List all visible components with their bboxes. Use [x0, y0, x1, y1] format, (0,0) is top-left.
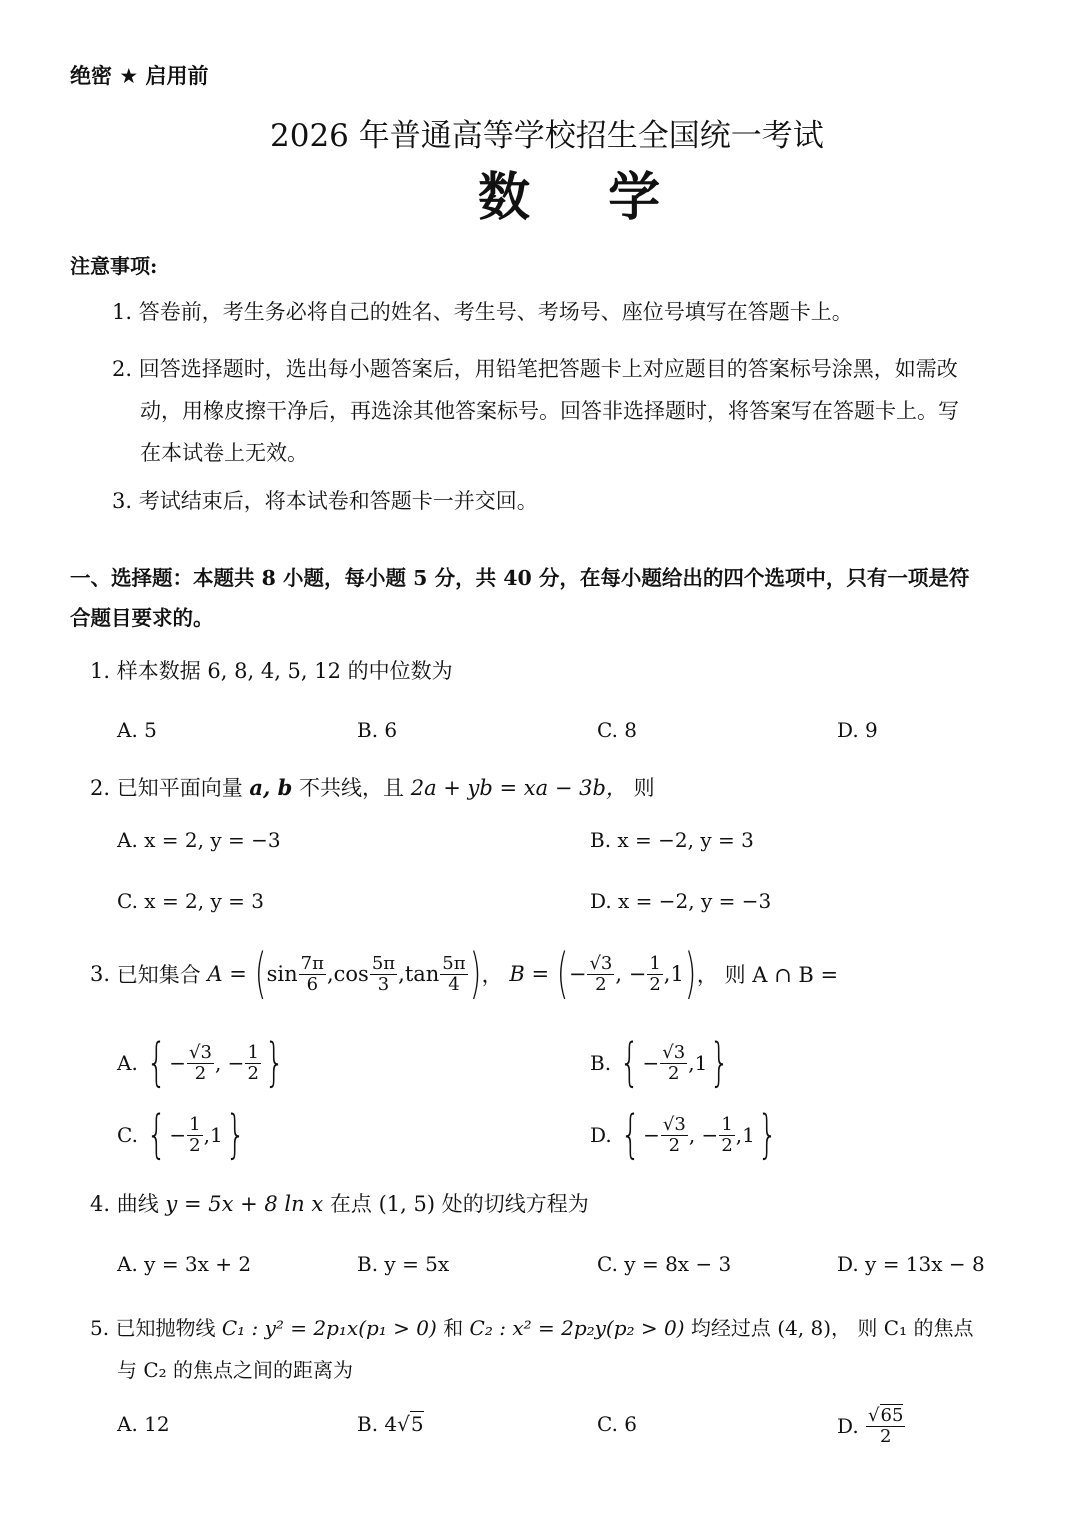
star-icon: ★: [119, 64, 139, 88]
note-item-3: 3. 考试结束后，将本试卷和答题卡一并交回。: [112, 489, 538, 513]
note-item-2: 2. 回答选择题时，选出每小题答案后，用铅笔把答题卡上对应题目的答案标号涂黑，如需改 动，用橡皮擦干净后，再选涂其他答案标号。回答非选择题时，将答案写在答题卡上。写 在本试卷上无效。: [112, 357, 959, 465]
q1-option-a: A. 5: [117, 718, 157, 742]
question-3-stem: 3. 已知集合 A = ( sin $\frac{7\pi}{6}$ , cos $\frac{5\pi}{3}$ , tan $\frac{5\pi}{4}$ ) ， B = ( − $\frac{√3}{2}$ , − $\frac{1}{2}$ , 1 ) ， 则 A ∩ B =: [90, 942, 839, 1005]
question-5-stem: 5. 已知抛物线 C₁ : y² = 2p₁x(p₁ > 0) 和 C₂ : x² = 2p₂y(p₂ > 0) 均经过点 (4, 8)， 则 C₁ 的焦点 与 C₂ 的焦点之间的距离为: [90, 1316, 974, 1382]
question-4-stem: 4. 曲线 y = 5x + 8 ln x 在点 (1, 5) 处的切线方程为: [90, 1192, 589, 1216]
q5-option-b: B. 4√5: [357, 1412, 424, 1436]
q3-option-b: B. { − $\frac{√3}{2}$ , 1 }: [590, 1033, 730, 1093]
q2-option-d: D. x = −2, y = −3: [590, 889, 772, 913]
question-2-stem: 2. 已知平面向量 a, b 不共线，且 2a + yb = xa − 3b， 则: [90, 775, 655, 800]
q4-option-b: B. y = 5x: [357, 1252, 450, 1276]
subject-title: 数 学: [478, 167, 691, 228]
curve-equation: y = 5x + 8 ln x: [165, 1192, 324, 1216]
vector-equation: 2a + yb = xa − 3b，: [410, 776, 627, 800]
vectors-ab: a, b: [249, 775, 293, 800]
secret-label: 绝密: [70, 63, 112, 88]
q3-option-c: C. { − $\frac{1}{2}$ , 1 }: [117, 1105, 246, 1165]
q5-option-d: D. $\frac{√65}{2}$: [837, 1404, 904, 1447]
q4-option-d: D. y = 13x − 8: [837, 1252, 985, 1276]
exam-title: 2026 年普通高等学校招生全国统一考试: [270, 118, 824, 154]
q2-option-b: B. x = −2, y = 3: [590, 828, 754, 852]
q4-option-a: A. y = 3x + 2: [117, 1252, 252, 1276]
q1-option-c: C. 8: [597, 718, 638, 742]
q2-option-a: A. x = 2, y = −3: [117, 828, 281, 852]
q4-option-c: C. y = 8x − 3: [597, 1252, 732, 1276]
q2-option-c: C. x = 2, y = 3: [117, 889, 264, 913]
confidential-label: [70, 60, 208, 90]
q5-option-a: A. 12: [117, 1412, 170, 1436]
q1-option-d: D. 9: [837, 718, 878, 742]
q1-option-b: B. 6: [357, 718, 398, 742]
q5-option-c: C. 6: [597, 1412, 638, 1436]
q3-option-d: D. { − $\frac{√3}{2}$ , − $\frac{1}{2}$ , 1 }: [590, 1105, 778, 1165]
notes-heading: 注意事项:: [70, 254, 158, 278]
secret-label-2: 启用前: [145, 63, 209, 88]
q3-option-a: A. { − $\frac{√3}{2}$ , − $\frac{1}{2}$ }: [117, 1033, 285, 1093]
question-1-stem: 1. 样本数据 6, 8, 4, 5, 12 的中位数为: [90, 659, 453, 683]
section-1-heading: 一、选择题：本题共 8 小题，每小题 5 分，共 40 分，在每小题给出的四个选项中，只有一项是符 合题目要求的。: [70, 566, 970, 630]
note-item-1: 1. 答卷前，考生务必将自己的姓名、考生号、考场号、座位号填写在答题卡上。: [112, 300, 853, 324]
